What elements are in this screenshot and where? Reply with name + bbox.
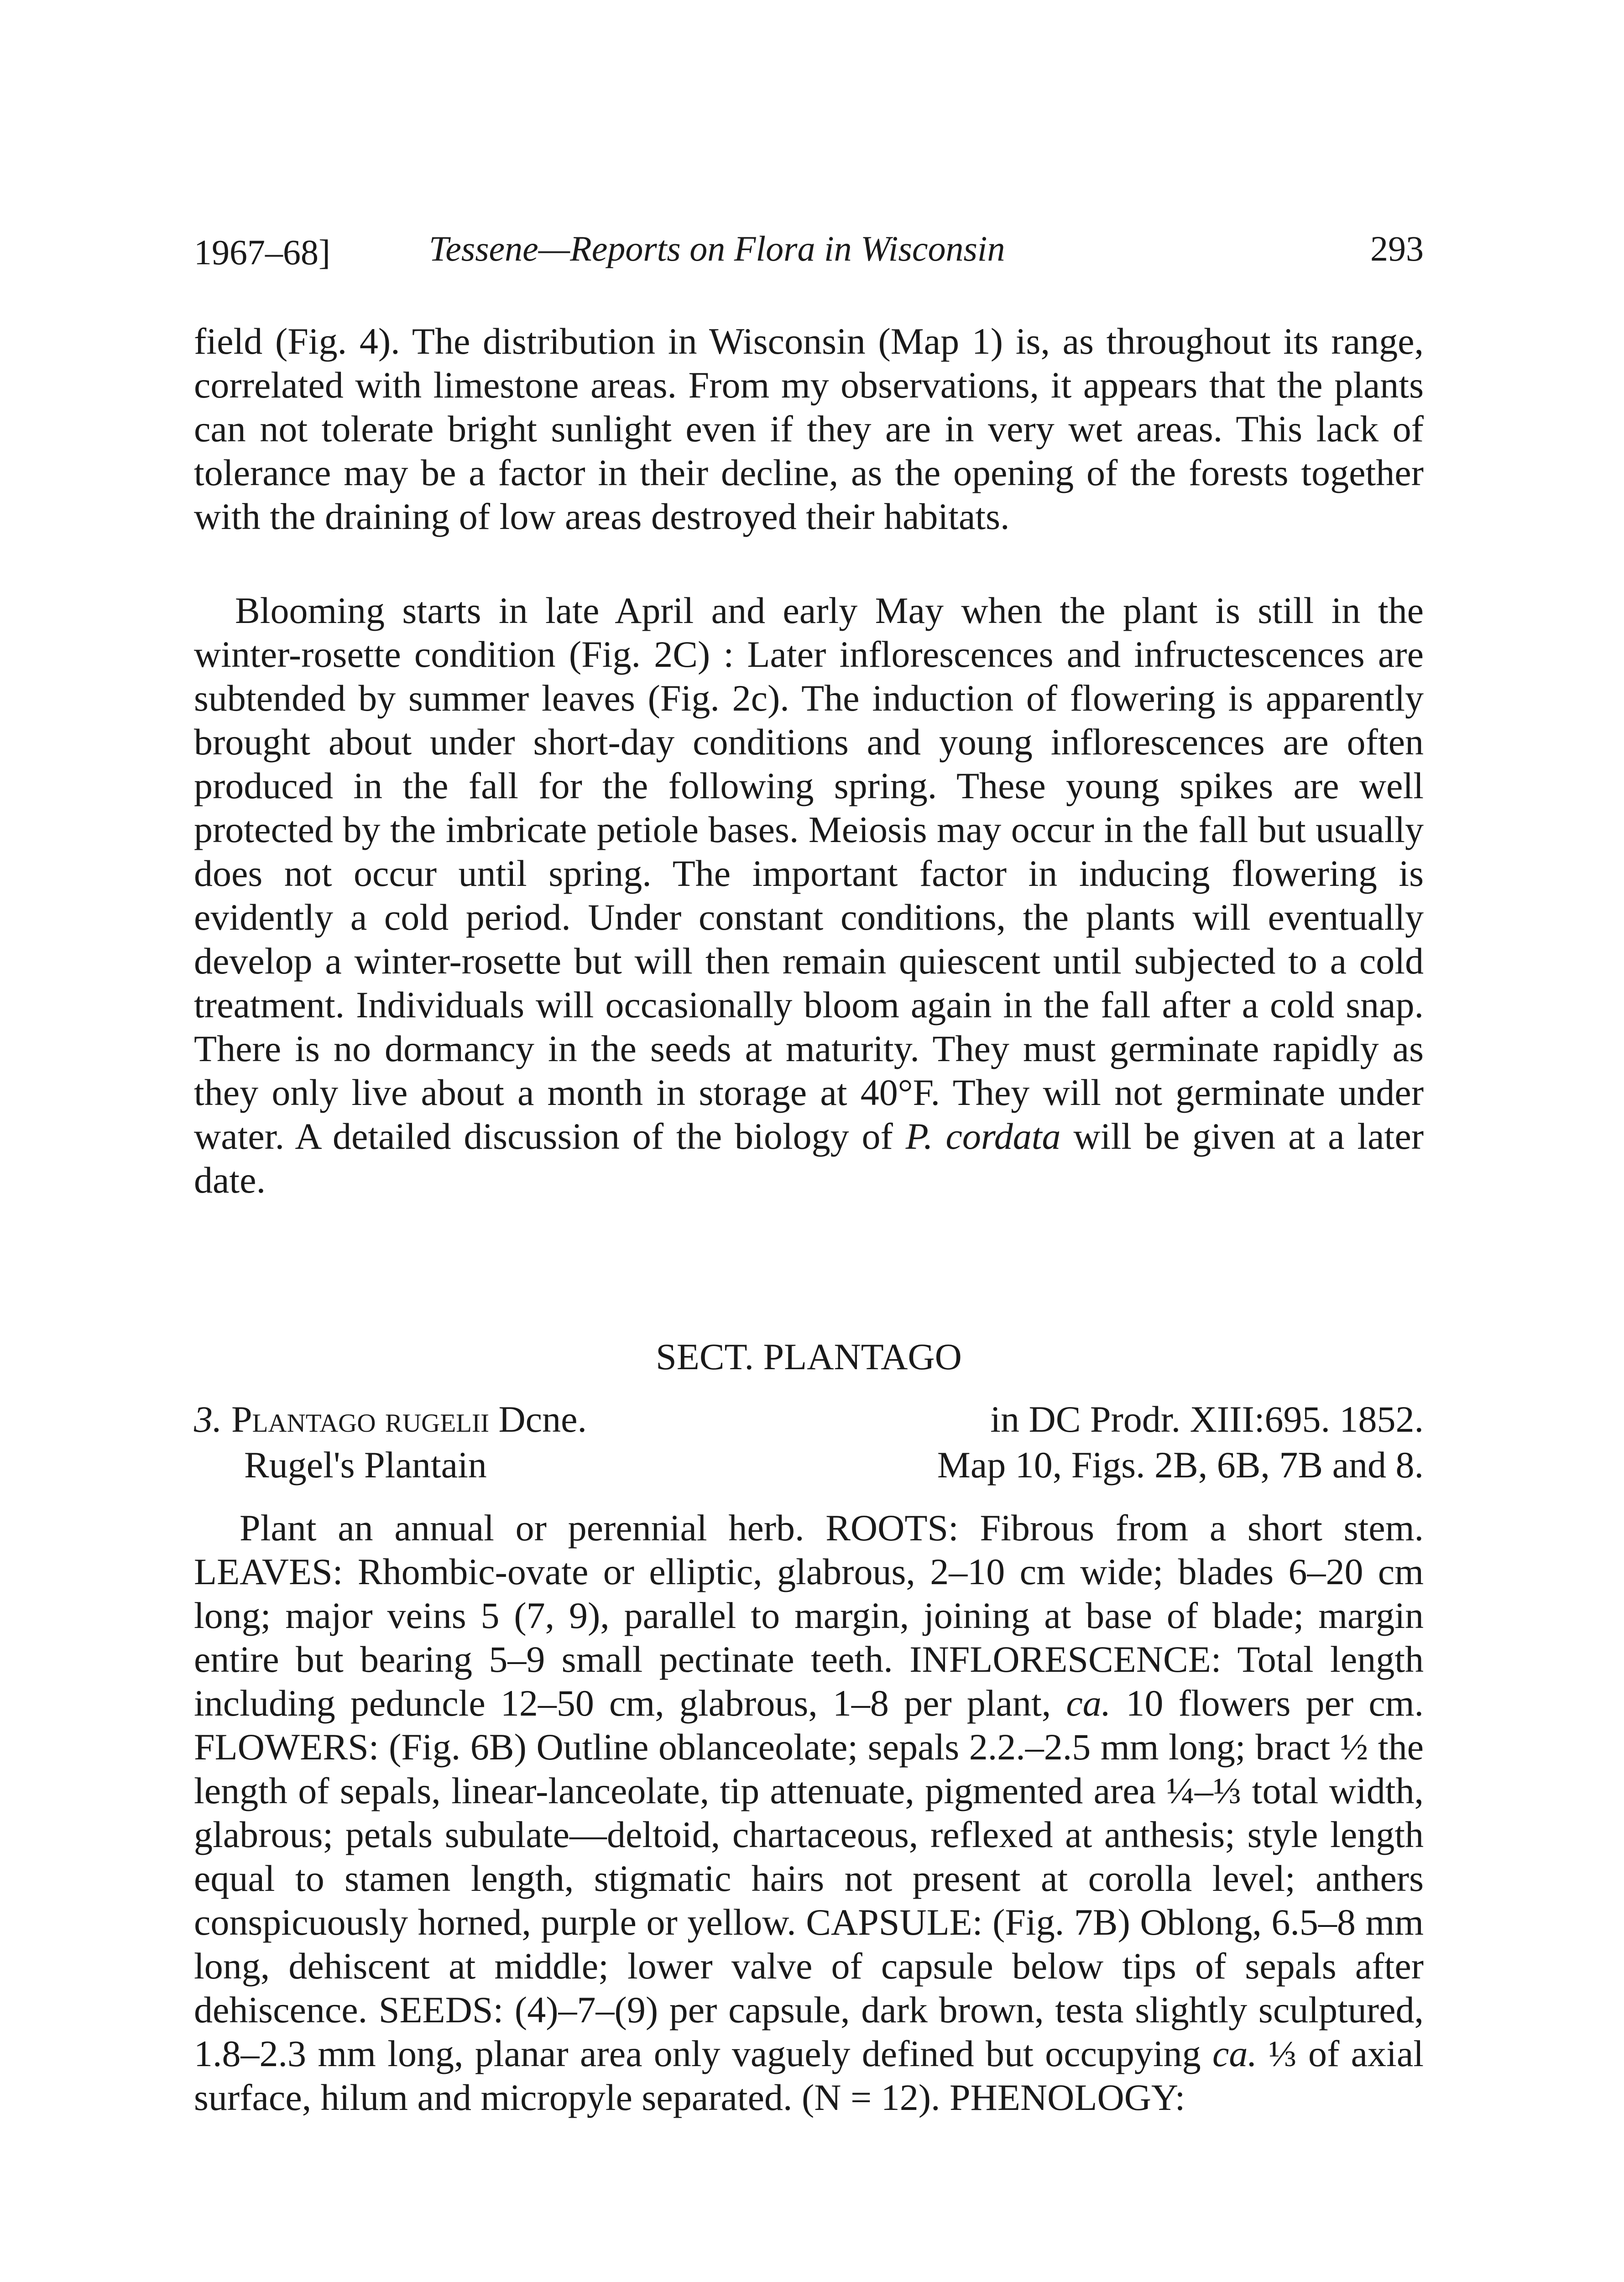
species-references: Map 10, Figs. 2B, 6B, 7B and 8. (937, 1444, 1424, 1486)
circa-abbreviation: ca. (1212, 2033, 1257, 2074)
section-prefix: SECT. (656, 1336, 754, 1377)
circa-abbreviation: ca. (1066, 1682, 1111, 1724)
paragraph-text-end: will be given at a later date. (194, 1115, 1424, 1201)
paragraph-text-main: Blooming starts in late April and early May when the plant is still in the winter-rosette condition (Fig. 2C) : Later inflorescences and infructescences are subtended by summer leaves (Fig. 2c). The induction of flowering is apparently brought about under short-day conditions and young inflorescences are often produced in the fall for the following spring. These young spikes are well protected by the imbricate petiole bases. Meiosis may occur in the fall but usually does not occur until spring. The important factor in inducing flowering is evidently a cold period. Under constant conditions, the plants will eventually develop a winter-rosette but will then remain quiescent until subjected to a cold treatment. Individuals will occasionally bloom again in the fall after a cold snap. There is no dormancy in the seeds at maturity. They must germinate rapidly as they only live about a month in storage at 40°F. They will not germinate under water. A detailed discussion of the biology of (194, 590, 1424, 1157)
species-heading-row (194, 1397, 1424, 1442)
species-heading-row (194, 1442, 1424, 1488)
species-abbreviation: P. cordata (905, 1115, 1061, 1157)
paragraph-text (194, 589, 1424, 1202)
running-header (194, 228, 1424, 283)
section-name: PLANTAGO (763, 1336, 962, 1377)
species-title (194, 1397, 587, 1442)
species-author: Dcne. (498, 1398, 587, 1440)
species-name: Plantago rugelii (231, 1398, 489, 1440)
description-part: 10 flowers per cm. FLOWERS: (Fig. 6B) Outline oblanceolate; sepals 2.2.–2.5 mm long; bract ½ the length of sepals, linear-lanceolate, tip attenuate, pigmented area ¼–⅓ total width, glabrous; petals subulate—deltoid, chartaceous, reflexed at anthesis; style length equal to stamen length, stigmatic hairs not present at corolla level; anthers conspicuously horned, purple or yellow. CAPSULE: (Fig. 7B) Oblong, 6.5–8 mm long, dehiscent at middle; lower valve of capsule below tips of sepals after dehiscence. SEEDS: (4)–7–(9) per capsule, dark brown, testa slightly sculptured, 1.8–2.3 mm long, planar area only vaguely defined but occupying (194, 1682, 1424, 2074)
header-title: Tessene—Reports on Flora in Wisconsin (429, 229, 1005, 268)
paragraph-distribution (194, 319, 1424, 539)
paragraph-text: field (Fig. 4). The distribution in Wisconsin (Map 1) is, as throughout its range, correlated with limestone areas. From my observations, it appears that the plants can not tolerate bright sunlight even if they are in very wet areas. This lack of tolerance may be a factor in their decline, as the opening of the forests together with the draining of low areas destroyed their habitats. (194, 320, 1424, 537)
paragraph-blooming (194, 589, 1424, 1202)
species-common-name: Rugel's Plantain (244, 1444, 487, 1486)
species-number: 3. (194, 1398, 222, 1440)
page-number: 293 (1370, 229, 1424, 268)
description-part: Plant an annual or perennial herb. ROOTS: Fibrous from a short stem. LEAVES: Rhombic-ovate or elliptic, glabrous, 2–10 cm wide; blades 6–20 cm long; major veins 5 (7, 9), parallel to margin, joining at base of blade; margin entire but bearing 5–9 small pectinate teeth. INFLORESCENCE: Total length including peduncle 12–50 cm, glabrous, 1–8 per plant, (194, 1507, 1424, 1724)
species-citation: in DC Prodr. XIII:695. 1852. (990, 1398, 1424, 1440)
description-text (194, 1506, 1424, 2120)
species-heading (194, 1397, 1424, 1488)
header-year: 1967–68] (194, 232, 330, 272)
species-description (194, 1506, 1424, 2120)
section-heading (194, 1335, 1424, 1379)
description-part: ⅓ of axial surface, hilum and micropyle separated. (N = 12). PHENOLOGY: (194, 2033, 1424, 2118)
